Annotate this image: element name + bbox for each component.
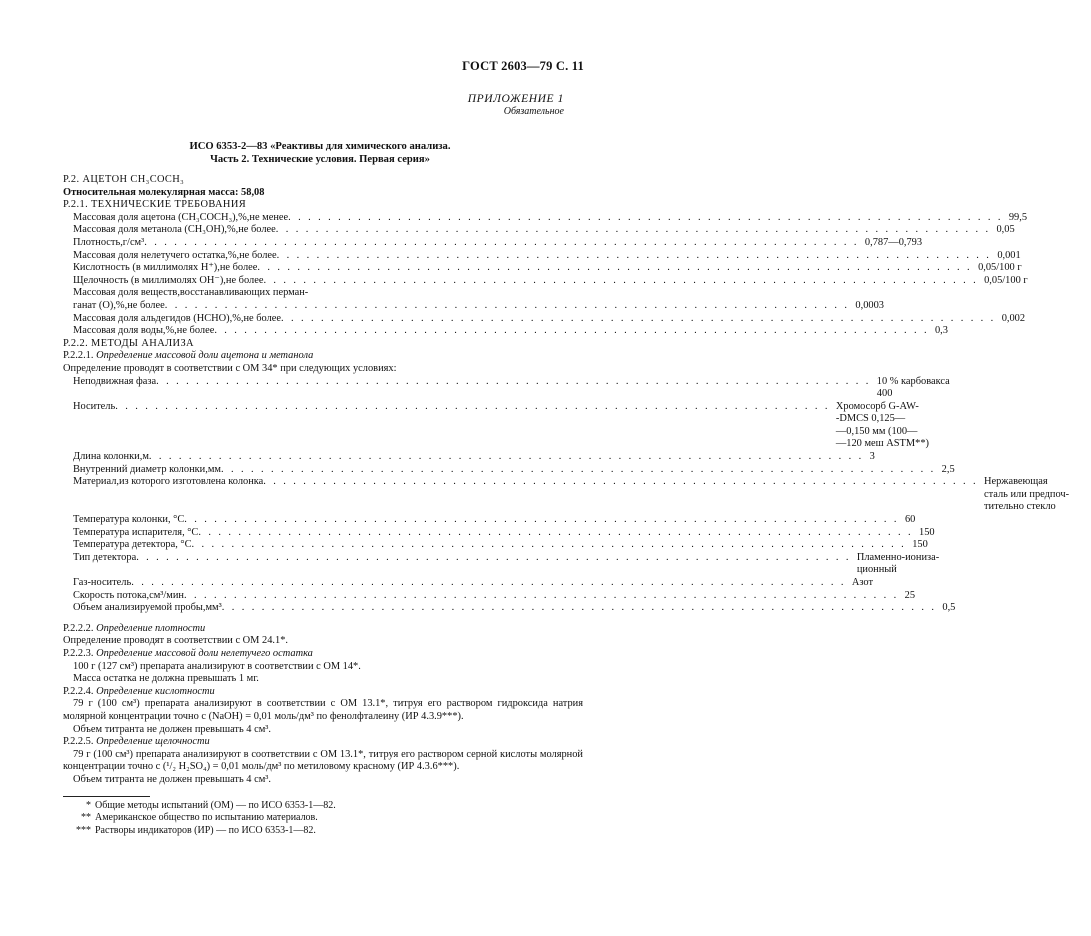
condition-row xyxy=(63,375,950,401)
leader-dots: . . . . . . . . . . . . . . . . . . . . . . . . . . . . . . . . . . . . . . . . . . . . . . . . . . . . . . . . . . . . . . . . . . . . . . . . xyxy=(184,514,899,526)
requirement-label: Массовая доля метанола (CH₃OH),%,не более xyxy=(73,224,276,236)
leader-dots: . . . . . . . . . . . . . . . . . . . . . . . . . . . . . . . . . . . . . . . . . . . . . . . . . . . . . . . . . . . . . . . . . . . . . . . . xyxy=(288,211,1003,223)
requirement-row xyxy=(63,211,1028,225)
main-content xyxy=(63,174,1070,787)
leader-dots: . . . . . . . . . . . . . . . . . . . . . . . . . . . . . . . . . . . . . . . . . . . . . . . . . . . . . . . . . . . . . . . . . . . . . . . . xyxy=(144,236,859,248)
requirement-value: 0,05/100 г xyxy=(978,262,1022,274)
condition-label: Скорость потока,см³/мин xyxy=(73,589,184,601)
condition-label: Температура колонки, °С xyxy=(73,514,185,526)
requirement-row xyxy=(63,299,884,313)
requirement-label: ганат (О),%,не более xyxy=(73,299,165,311)
requirement-label: Массовая доля веществ,восстанавливающих перман- xyxy=(73,287,309,299)
leader-dots: . . . . . . . . . . . . . . . . . . . . . . . . . . . . . . . . . . . . . . . . . . . . . . . . . . . . . . . . . . . . . . . . . . . . . . . . xyxy=(263,274,979,286)
leader-dots: . . . . . . . . . . . . . . . . . . . . . . . . . . . . . . . . . . . . . . . . . . . . . . . . . . . . . . . . . . . . . . . . . . . . . . . . xyxy=(136,551,851,563)
condition-value xyxy=(899,514,987,527)
requirements-list xyxy=(63,211,1028,288)
footnote xyxy=(63,825,583,837)
condition-row xyxy=(63,589,916,603)
section-heading: Р.2. АЦЕТОН CH₃COCH₃ xyxy=(63,174,185,185)
condition-value xyxy=(864,451,952,464)
condition-value-line: —120 меш ASTM**) xyxy=(835,438,929,450)
requirement-label: Кислотность (в миллимолях H⁺),не более xyxy=(73,262,258,274)
subsection-title: Определение массовой доли ацетона и метанола xyxy=(96,350,314,362)
condition-value xyxy=(846,577,934,590)
subsection-224 xyxy=(63,686,583,699)
subsection-225 xyxy=(63,736,583,749)
leader-dots: . . . . . . . . . . . . . . . . . . . . . . . . . . . . . . . . . . . . . . . . . . . . . . . . . . . . . . . . . . . . . . . . . . . . . . . . xyxy=(184,589,899,601)
requirement-label: Плотность,г/см³ xyxy=(73,236,145,248)
condition-label: Материал,из которого изготовлена колонка xyxy=(73,476,264,488)
tech-requirements-heading: Р.2.1. ТЕХНИЧЕСКИЕ ТРЕБОВАНИЯ xyxy=(63,199,247,211)
condition-value-line: 0,5 xyxy=(942,602,956,614)
title-line-2: Часть 2. Технические условия. Первая серия» xyxy=(210,153,430,165)
condition-label: Температура испарителя, °С xyxy=(73,526,199,538)
footnote-rule xyxy=(63,796,150,797)
paragraph: 79 г (100 см³) препарата анализируют в соответствии с ОМ 13.1*, титруя его раствором гидроксида натрия молярной концентрации точно c (NaOH) = 0,01 моль/дм³ по фенолфталеину (ИР 4.3.9***). xyxy=(63,698,583,722)
condition-value-line: Хромосорб G-AW- xyxy=(835,400,919,412)
requirement-label: Массовая доля альдегидов (HCHO),%,не более xyxy=(73,312,282,324)
condition-value-line: 2,5 xyxy=(941,463,955,475)
requirement-label: Щелочность (в миллимолях OH⁻),не более xyxy=(73,274,264,286)
requirement-row xyxy=(63,262,1022,275)
condition-label: Носитель xyxy=(73,400,116,412)
paragraph: Определение проводят в соответствии с ОМ 24.1*. xyxy=(63,635,288,647)
requirements-list-continued xyxy=(63,312,1026,338)
leader-dots: . . . . . . . . . . . . . . . . . . . . . . . . . . . . . . . . . . . . . . . . . . . . . . . . . . . . . . . . . . . . . . . . . . . . . . . . xyxy=(275,224,991,236)
subsection-221 xyxy=(63,350,583,363)
conditions-table xyxy=(63,375,1070,615)
leader-dots: . . . . . . . . . . . . . . . . . . . . . . . . . . . . . . . . . . . . . . . . . . . . . . . . . . . . . . . . . . . . . . . . . . . . . . . . xyxy=(221,463,936,475)
condition-value xyxy=(906,539,994,552)
condition-row xyxy=(63,476,1070,514)
paragraph: Объем титранта не должен превышать 4 см³. xyxy=(73,773,271,785)
subsection-number: Р.2.2.5. xyxy=(63,736,94,748)
condition-value xyxy=(936,602,1024,615)
leader-dots: . . . . . . . . . . . . . . . . . . . . . . . . . . . . . . . . . . . . . . . . . . . . . . . . . . . . . . . . . . . . . . . . . . . . . . . . xyxy=(131,577,846,588)
condition-value-line: -DMCS 0,125— xyxy=(835,413,906,425)
requirement-row xyxy=(63,287,583,300)
requirement-row xyxy=(63,312,1026,326)
condition-value-line: 60 xyxy=(904,514,916,526)
footnote xyxy=(63,812,583,824)
requirement-row xyxy=(63,249,1021,263)
footnote-mark: ** xyxy=(81,812,91,824)
paragraph: 100 г (127 см³) препарата анализируют в соответствии с ОМ 14*. xyxy=(73,660,361,672)
subsection-222 xyxy=(63,623,583,636)
condition-label: Внутренний диаметр колонки,мм xyxy=(73,463,221,475)
condition-row xyxy=(63,602,956,615)
condition-label: Газ-носитель xyxy=(73,577,132,588)
condition-row xyxy=(63,400,929,451)
condition-value-line: 150 xyxy=(912,539,928,551)
document-title xyxy=(90,141,550,167)
conditions-intro: Определение проводят в соответствии с ОМ 34* при следующих условиях: xyxy=(63,362,397,374)
condition-value-line: 10 % карбовакса xyxy=(876,375,950,387)
paragraph: 79 г (100 см³) препарата анализируют в соответствии с ОМ 13.1*, титруя его раствором серной кислоты молярной концентрации точно c (¹/₂ H₂SO₄) = 0,01 моль/дм³ по метиловому красному (ИР 4.3.6***). xyxy=(63,748,583,773)
condition-value-line: сталь или предпоч- xyxy=(983,488,1070,500)
leader-dots: . . . . . . . . . . . . . . . . . . . . . . . . . . . . . . . . . . . . . . . . . . . . . . . . . . . . . . . . . . . . . . . . . . . . . . . . xyxy=(221,602,937,614)
mandatory-label: Обязательное xyxy=(503,106,564,117)
leader-dots: . . . . . . . . . . . . . . . . . . . . . . . . . . . . . . . . . . . . . . . . . . . . . . . . . . . . . . . . . . . . . . . . . . . . . . . . xyxy=(191,539,907,551)
requirement-row xyxy=(63,325,948,338)
requirement-row xyxy=(63,224,1015,237)
requirement-row xyxy=(63,236,923,250)
subsection-number: Р.2.2.2. xyxy=(63,622,94,634)
condition-value-line: Пламенно-иониза- xyxy=(856,551,940,563)
subsection-number: Р.2.2.4. xyxy=(63,685,94,697)
condition-value-line: —0,150 мм (100— xyxy=(835,425,918,437)
leader-dots: . . . . . . . . . . . . . . . . . . . . . . . . . . . . . . . . . . . . . . . . . . . . . . . . . . . . . . . . . . . . . . . . . . . . . . . . xyxy=(115,400,830,412)
condition-value xyxy=(936,464,1024,477)
requirement-value: 99,5 xyxy=(1008,211,1028,223)
page-header: ГОСТ 2603—79 С. 11 xyxy=(462,59,584,73)
condition-label: Тип детектора xyxy=(73,551,137,563)
footnote-text: Американское общество по испытанию материалов. xyxy=(95,812,318,824)
leader-dots: . . . . . . . . . . . . . . . . . . . . . . . . . . . . . . . . . . . . . . . . . . . . . . . . . . . . . . . . . . . . . . . . . . . . . . . . xyxy=(198,526,914,538)
requirement-label: Массовая доля нелетучего остатка,%,не более xyxy=(73,249,277,261)
leader-dots: . . . . . . . . . . . . . . . . . . . . . . . . . . . . . . . . . . . . . . . . . . . . . . . . . . . . . . . . . . . . . . . . . . . . . xyxy=(164,299,850,311)
condition-row xyxy=(63,539,928,552)
condition-value xyxy=(830,401,929,451)
condition-label: Объем анализируемой пробы,мм³ xyxy=(73,602,222,614)
condition-value-line: 3 xyxy=(869,451,875,463)
paragraph: Масса остатка не должна превышать 1 мг. xyxy=(73,673,259,685)
condition-value-line: тительно стекло xyxy=(983,501,1056,513)
condition-row xyxy=(63,514,916,527)
condition-value xyxy=(899,590,987,603)
condition-label: Температура детектора, °С xyxy=(73,539,192,551)
condition-label: Неподвижная фаза xyxy=(73,375,157,387)
leader-dots: . . . . . . . . . . . . . . . . . . . . . . . . . . . . . . . . . . . . . . . . . . . . . . . . . . . . . . . . . . . . . . . . . . . . . . . . xyxy=(214,325,929,337)
condition-value-line: 150 xyxy=(919,526,935,538)
leader-dots: . . . . . . . . . . . . . . . . . . . . . . . . . . . . . . . . . . . . . . . . . . . . . . . . . . . . . . . . . . . . . . . . . . . . . . . . xyxy=(156,375,871,387)
footnote-text: Растворы индикаторов (ИР) — по ИСО 6353-1—82. xyxy=(95,824,316,836)
requirement-value: 0,002 xyxy=(1001,312,1026,324)
leader-dots: . . . . . . . . . . . . . . . . . . . . . . . . . . . . . . . . . . . . . . . . . . . . . . . . . . . . . . . . . . . . . . . . . . . . . . . . xyxy=(281,312,996,324)
requirement-label: Массовая доля воды,%,не более xyxy=(73,325,215,337)
requirement-row xyxy=(63,274,1028,288)
condition-label: Длина колонки,м xyxy=(73,451,149,463)
requirement-value: 0,3 xyxy=(934,325,948,337)
appendix-label: ПРИЛОЖЕНИЕ 1 xyxy=(467,93,564,105)
footnote-mark: *** xyxy=(76,824,91,836)
subsection-number: Р.2.2.3. xyxy=(63,647,94,659)
condition-value-line: Нержавеющая xyxy=(983,476,1048,488)
leader-dots: . . . . . . . . . . . . . . . . . . . . . . . . . . . . . . . . . . . . . . . . . . . . . . . . . . . . . . . . . . . . . . . . . . . . . . . . xyxy=(276,249,992,261)
condition-row xyxy=(63,451,875,464)
condition-value xyxy=(978,476,1069,514)
footnote-text: Общие методы испытаний (ОМ) — по ИСО 6353-1—82. xyxy=(95,800,336,811)
condition-value-line: Азот xyxy=(851,577,874,588)
leader-dots: . . . . . . . . . . . . . . . . . . . . . . . . . . . . . . . . . . . . . . . . . . . . . . . . . . . . . . . . . . . . . . . . . . . . . . . . xyxy=(263,476,978,488)
footnotes xyxy=(63,800,583,837)
requirement-value: 0,05 xyxy=(996,224,1015,236)
subsection-title: Определение щелочности xyxy=(96,736,210,748)
requirement-value: 0,001 xyxy=(997,249,1021,261)
subsection-number: Р.2.2.1. xyxy=(63,350,94,362)
subsection-title: Определение плотности xyxy=(96,622,206,634)
requirement-value: 0,05/100 г xyxy=(984,274,1028,286)
footnote xyxy=(63,800,583,812)
leader-dots: . . . . . . . . . . . . . . . . . . . . . . . . . . . . . . . . . . . . . . . . . . . . . . . . . . . . . . . . . . . . . . . . . . . . . . . . xyxy=(148,451,864,463)
requirement-value: 0,0003 xyxy=(855,299,884,311)
condition-row xyxy=(63,463,955,477)
requirement-label: Массовая доля ацетона (CH₃COCH₃),%,не менее xyxy=(73,211,289,223)
condition-row xyxy=(63,551,940,577)
condition-value xyxy=(851,552,939,577)
condition-value-line: ционный xyxy=(856,564,897,576)
title-line-1: ИСО 6353-2—83 «Реактивы для химического анализа. xyxy=(189,141,451,152)
condition-value-line: 400 xyxy=(876,388,893,400)
footnote-mark: * xyxy=(86,800,91,811)
subsection-title: Определение массовой доли нелетучего остатка xyxy=(96,647,313,659)
methods-heading: Р.2.2. МЕТОДЫ АНАЛИЗА xyxy=(63,337,194,349)
condition-row xyxy=(63,526,935,540)
requirement-value: 0,787—0,793 xyxy=(864,236,923,248)
condition-value xyxy=(871,376,959,401)
molecular-mass: Относительная молекулярная масса: 58,08 xyxy=(63,186,265,198)
paragraph: Объем титранта не должен превышать 4 см³. xyxy=(73,723,271,735)
condition-row xyxy=(63,577,874,590)
condition-value-line: 25 xyxy=(904,589,916,601)
appendix-block xyxy=(468,93,564,118)
subsection-title: Определение кислотности xyxy=(96,685,215,697)
leader-dots: . . . . . . . . . . . . . . . . . . . . . . . . . . . . . . . . . . . . . . . . . . . . . . . . . . . . . . . . . . . . . . . . . . . . . . . . xyxy=(257,262,973,274)
subsection-223 xyxy=(63,648,583,661)
condition-value xyxy=(913,527,1001,540)
